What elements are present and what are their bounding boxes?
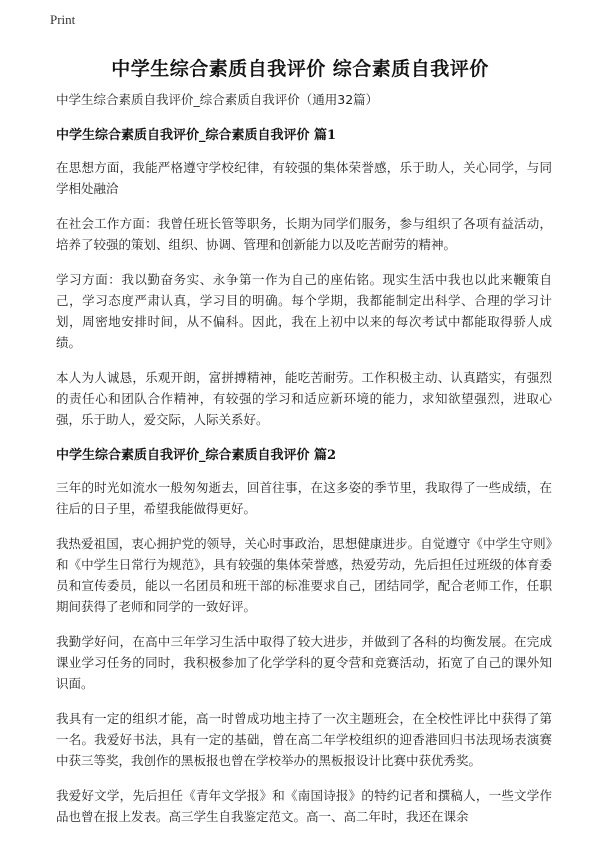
section-heading-2: 中学生综合素质自我评价_综合素质自我评价 篇2: [56, 448, 337, 463]
paragraph: 在社会工作方面：我曾任班长管等职务，长期为同学们服务，参与组织了各项有益活动，培养了较强的策划、组织、协调、管理和创新能力以及吃苦耐劳的精神。: [56, 216, 552, 252]
paragraph: 我具有一定的组织才能，高一时曾成功地主持了一次主题班会，在全校性评比中获得了第一名。我爱好书法，具有一定的基础，曾在高二年学校组织的迎香港回归书法现场表演赛中获三等奖，我创作的黑板报也曾在学校举办的黑板报设计比赛中获优秀奖。: [56, 711, 552, 768]
paragraph: 学习方面：我以勤奋务实、永争第一作为自己的座佑铭。现实生活中我也以此来鞭策自己，学习态度严肃认真，学习目的明确。每个学期，我都能制定出科学、合理的学习计划，周密地安排时间，从不偏科。因此，我在上初中以来的每次考试中都能取得骄人成绩。: [56, 272, 552, 350]
document-subtitle: 中学生综合素质自我评价_综合素质自我评价（通用32篇）: [56, 92, 379, 107]
paragraph: 本人为人诚恳，乐观开朗，富拼搏精神，能吃苦耐劳。工作积极主动、认真踏实，有强烈的责任心和团队合作精神，有较强的学习和适应新环境的能力，求知欲望强烈，进取心强，乐于助人，爱交际，人际关系好。: [56, 370, 552, 427]
paragraph: 我勤学好问，在高中三年学习生活中取得了较大进步，并做到了各科的均衡发展。在完成课业学习任务的同时，我积极参加了化学学科的夏令营和竞赛活动，拓宽了自己的课外知识面。: [56, 634, 552, 691]
paragraph: 我爱好文学，先后担任《青年文学报》和《南国诗报》的特约记者和撰稿人，一些文学作品也曾在报上发表。高三学生自我鉴定范文。高一、高二年时，我还在课余: [56, 788, 552, 824]
section-heading-1: 中学生综合素质自我评价_综合素质自我评价 篇1: [56, 128, 337, 143]
document-body: [56, 90, 552, 841]
print-label[interactable]: Print: [50, 12, 76, 27]
document-title: 中学生综合素质自我评价 综合素质自我评价: [111, 58, 489, 80]
paragraph: 三年的时光如流水一般匆匆逝去，回首往事，在这多姿的季节里，我取得了一些成绩，在往后的日子里，希望我能做得更好。: [56, 480, 552, 516]
paragraph: 我热爱祖国，衷心拥护党的领导，关心时事政治，思想健康进步。自觉遵守《中学生守则》和《中学生日常行为规范》，具有较强的集体荣誉感，热爱劳动，先后担任过班级的体育委员和宣传委员，能以一名团员和班干部的标准要求自己，团结同学，配合老师工作，任职期间获得了老师和同学的一致好评。: [56, 536, 552, 614]
paragraph: 在思想方面，我能严格遵守学校纪律，有较强的集体荣誉感，乐于助人，关心同学，与同学相处融洽: [56, 160, 552, 196]
